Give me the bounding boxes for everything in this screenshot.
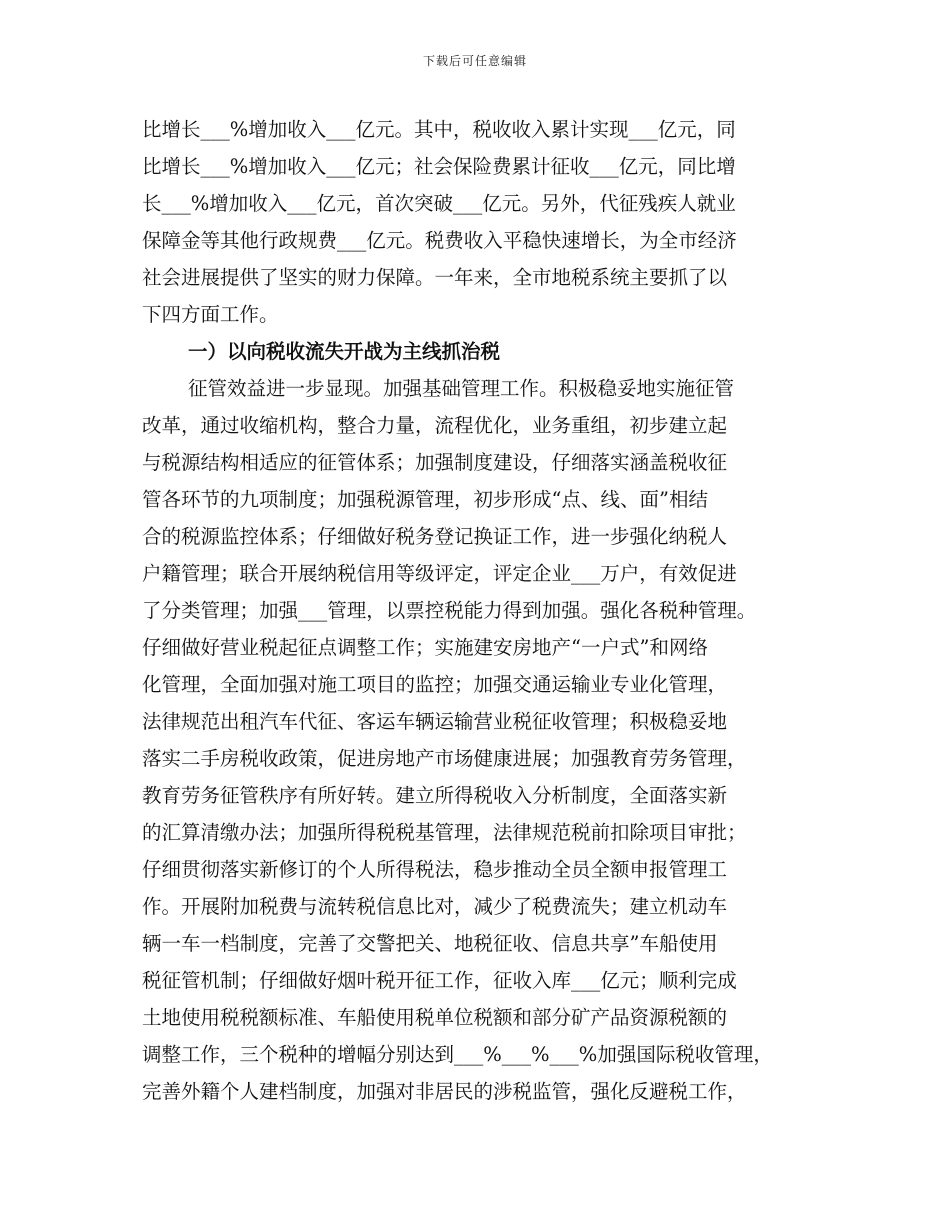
text-line: 调整工作，三个税种的增幅分别达到___%___%___%加强国际税收管理， [142,1043,773,1066]
text-line: 作。开展附加税费与流转税信息比对，减少了税费流失；建立机动车 [142,895,728,918]
text-line: 改革，通过收缩机构，整合力量，流程优化，业务重组，初步建立起 [142,414,728,437]
text-line: 长___%增加收入___亿元，首次突破___亿元。另外，代征残疾人就业 [142,192,736,215]
text-line: 落实二手房税收政策，促进房地产市场健康进展；加强教育劳务管理， [142,747,747,770]
text-line: 化管理，全面加强对施工项目的监控；加强交通运输业专业化管理， [142,673,728,696]
text-line: 仔细做好营业税起征点调整工作；实施建安房地产“一户式”和网络 [142,636,708,659]
page-header: 下载后可任意编辑 [422,54,527,68]
text-line: 完善外籍个人建档制度，加强对非居民的涉税监管，强化反避税工作， [142,1080,747,1103]
text-line: 比增长___%增加收入___亿元。其中，税收收入累计实现___亿元，同 [142,118,736,141]
text-line: 税征管机制；仔细做好烟叶税开征工作，征收入库___亿元；顺利完成 [142,969,737,992]
text-line: 征管效益进一步显现。加强基础管理工作。积极稳妥地实施征管 [188,377,735,400]
text-line: 保障金等其他行政规费___亿元。税费收入平稳快速增长，为全市经济 [142,229,737,252]
text-line: 管各环节的九项制度；加强税源管理，初步形成“点、线、面”相结 [142,488,708,511]
text-line: 仔细贯彻落实新修订的个人所得税法，稳步推动全员全额申报管理工 [142,858,728,881]
text-line: 土地使用税税额标准、车船使用税单位税额和部分矿产品资源税额的 [142,1006,728,1029]
text-line: 了分类管理；加强___管理，以票控税能力得到加强。强化各税种管理。 [142,599,757,622]
text-line: 教育劳务征管秩序有所好转。建立所得税收入分析制度，全面落实新 [142,784,728,807]
text-line: 与税源结构相适应的征管体系；加强制度建设，仔细落实涵盖税收征 [142,451,728,474]
text-line: 下四方面工作。 [142,303,279,326]
text-line: 合的税源监控体系；仔细做好税务登记换证工作，进一步强化纳税人 [142,525,728,548]
text-line: 社会进展提供了坚实的财力保障。一年来，全市地税系统主要抓了以 [142,266,728,289]
text-line: 户籍管理；联合开展纳税信用等级评定，评定企业___万户，有效促进 [142,562,737,585]
text-line: 辆一车一档制度，完善了交警把关、地税征收、信息共享”车船使用 [142,932,718,955]
section-heading: 一）以向税收流失开战为主线抓治税 [188,340,501,363]
text-line: 法律规范出租汽车代征、客运车辆运输营业税征收管理；积极稳妥地 [142,710,728,733]
text-line: 的汇算清缴办法；加强所得税税基管理，法律规范税前扣除项目审批； [142,821,747,844]
text-line: 比增长___%增加收入___亿元；社会保险费累计征收___亿元，同比增 [142,155,736,178]
